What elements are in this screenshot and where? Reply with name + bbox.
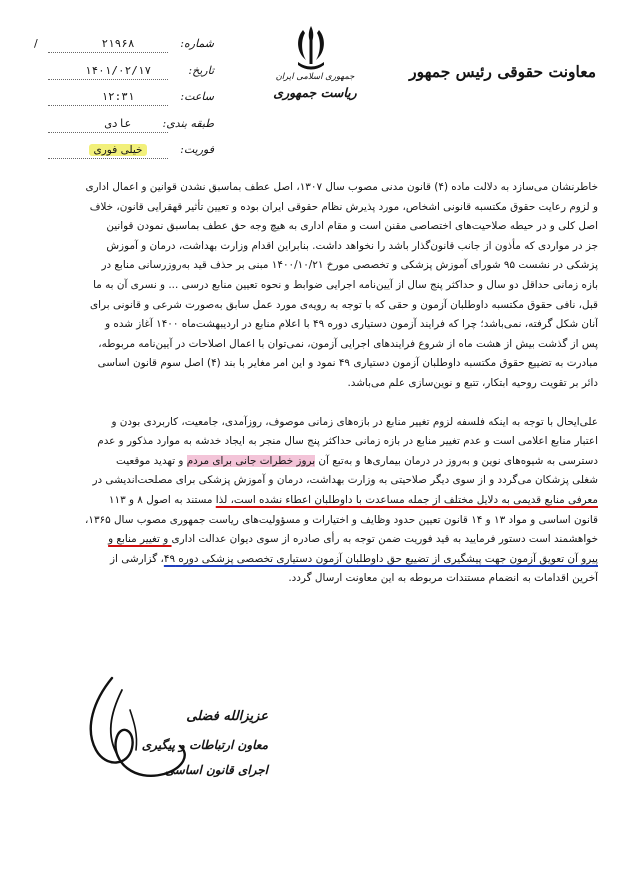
meta-date-row bbox=[34, 64, 214, 91]
body-text-segment: دسترسی به شیوه‌های نوین و به‌روز در درمان بیماری‌ها و به‌تبع آن bbox=[315, 454, 598, 467]
meta-number-row bbox=[34, 37, 214, 64]
body-line: آنان شکل گرفته، نمی‌باشد؛ چرا که فرایند آزمون دستیاری دوره ۴۹ با اعلام منابع در اردیبهشت‌ماه ۱۴۰۰ آغاز شده و bbox=[105, 318, 598, 331]
body-text-segment: خواهشمند است دستور فرمایید به قید فوریت ضمن توجه به رأی صادره از سوی دیوان عدالت اداری bbox=[171, 533, 598, 546]
signature-block bbox=[88, 702, 268, 782]
body-line bbox=[46, 452, 598, 472]
underlined-phrase: معرفی منابع قدیمی به دلایل مختلف از جمله مساعدت با داوطلبان اعطاء نشده است، لذا bbox=[215, 493, 598, 506]
underlined-phrase: و تغییر منابع و bbox=[108, 533, 172, 546]
body-line: بازه زمانی حداقل دو سال و حداکثر پنج سال از آیین‌نامه اجرایی ضوابط و نحوه تعیین منابع درسی ... و نسری آن به ما bbox=[93, 278, 598, 291]
classification-value: عادی bbox=[104, 116, 132, 130]
body-line bbox=[46, 550, 598, 570]
government-line2: ریاست جمهوری bbox=[273, 85, 357, 100]
body-text-segment: مستند به اصول ۸ و ۱۱۳ bbox=[108, 493, 216, 506]
signatory-title-line2: اجرای قانون اساسی bbox=[164, 763, 268, 777]
body-line: مبادرت به تضییع حقوق مکتسبه داوطلبان آزمون دستیاری ۴۹ نمود و این امر مغایر با بند (۴) اصل سوم قانون اساسی bbox=[97, 357, 598, 370]
meta-classification-row bbox=[34, 117, 214, 144]
paragraph-2 bbox=[46, 413, 598, 589]
underlined-phrase: پیرو آن تعویق آزمون جهت پیشگیری از تضییع حق داوطلبان آزمون دستیاری تخصصی پزشکی دوره ۴۹ bbox=[163, 552, 598, 565]
letter-body bbox=[46, 178, 598, 589]
government-line1: جمهوری اسلامی ایران bbox=[275, 72, 355, 82]
body-line: آخرین اقدامات به انضمام مستندات مربوطه به این معاونت ارسال گردد. bbox=[288, 572, 598, 585]
dotted-line bbox=[48, 105, 168, 106]
body-line: اعتبار منابع اعلامی است و عدم تغییر منابع در بازه زمانی حداکثر پنج سال منجر به ایجاد خدشه به موارد مذکور و عدم bbox=[97, 435, 598, 448]
time-label: ساعت: bbox=[180, 90, 214, 103]
body-line: خاطرنشان می‌سازد به دلالت ماده (۴) قانون مدنی مصوب سال ۱۳۰۷، اصل عطف بماسبق نشدن قوانین و اعمال اداری bbox=[85, 181, 598, 193]
body-line: دائر بر تقویت روحیه ابتکار، تتبع و نوین‌سازی علم می‌باشد. bbox=[347, 376, 598, 389]
time-value: ۱۲:۳۱ bbox=[101, 90, 135, 103]
body-line: جز در مواردی که مأذون از جانب قانون‌گذار باشد را نخواهد داشت. بنابراین اقدام وزارت بهداشت، درمان و آموزش bbox=[106, 239, 598, 252]
number-label: شماره: bbox=[180, 37, 214, 50]
body-line bbox=[46, 491, 598, 511]
date-label: تاریخ: bbox=[188, 63, 214, 77]
dotted-line bbox=[48, 158, 168, 159]
body-line: اصل کلی و در حیطه صلاحیت‌های اختصاصی مقنن است و مقام اداری به هیچ وجه حق عطف بماسبق نمودن قوانین bbox=[106, 220, 598, 233]
number-suffix: / bbox=[34, 37, 38, 50]
body-line: قانون اساسی و مواد ۱۳ و ۱۴ قانون تعیین حدود وظایف و اختیارات و مسؤولیت‌های ریاست جمهوری مصوب سال ۱۳۶۵، bbox=[85, 513, 598, 526]
body-text-segment: ، گزارشی از bbox=[110, 552, 164, 565]
body-line: قبل، نافی حقوق مکتسبه داوطلبان آزمون و حقی که با توجه به رویه‌ی مورد عمل سابق به‌صورت شرعی و قانونی برای bbox=[90, 298, 598, 311]
highlighted-phrase: بروز خطرات جانی برای مردم bbox=[186, 454, 316, 467]
dotted-line bbox=[48, 52, 168, 53]
body-line: و لزوم رعایت حقوق مکتسبه قانونی اشخاص، مورد پذیرش نظام حقوقی ایران بوده و تعیین تأثیر قهقرایی قانون، خلاف bbox=[89, 200, 598, 213]
date-value: ۱۴۰۱/۰۲/۱۷ bbox=[84, 63, 152, 77]
signatory-title-line1: معاون ارتباطات و پیگیری bbox=[141, 738, 268, 752]
meta-time-row bbox=[34, 90, 214, 117]
body-line bbox=[46, 530, 598, 550]
dotted-line bbox=[48, 132, 168, 133]
signatory-name: عزیزالله فضلی bbox=[186, 709, 268, 724]
paragraph-1 bbox=[46, 178, 598, 394]
priority-label: فوریت: bbox=[180, 143, 214, 156]
letter-meta bbox=[34, 37, 214, 170]
body-line: علی‌ایحال با توجه به اینکه فلسفه لزوم تغییر منابع در بازه‌های زمانی موصوف، روزآمدی، جامعیت، کاربردی بودن و bbox=[111, 415, 598, 428]
priority-value-wrap bbox=[68, 143, 168, 156]
body-line: پزشکی در نشست ۹۵ شورای آموزش پزشکی و تخصصی مورخ ۱۴۰۰/۱۰/۲۱ مبنی بر حذف قید به‌روزرسانی منابع در bbox=[101, 259, 598, 272]
body-line: شغلی پزشکان می‌گردد و از سوی دیگر صلاحیتی به وزارت بهداشت، درمان و آموزش پزشکی برای مصلحت‌اندیشی در bbox=[92, 474, 598, 487]
office-title: معاونت حقوقی رئیس جمهور bbox=[409, 62, 596, 81]
government-name bbox=[260, 70, 370, 102]
body-text-segment: و تهدید موقعیت bbox=[116, 454, 187, 467]
dotted-line bbox=[48, 79, 168, 80]
priority-badge: خیلی فوری bbox=[89, 144, 148, 156]
meta-priority-row bbox=[34, 143, 214, 170]
classification-label: طبقه بندی: bbox=[162, 116, 214, 130]
iran-emblem-icon bbox=[288, 22, 334, 72]
body-line: پس از گذشت بیش از هشت ماه از شروع فرایندهای اجرایی آزمون، نمی‌توان با اعمال اصلاحات در آیین‌نامه مربوطه، bbox=[98, 337, 598, 350]
number-value: ۲۱۹۶۸ bbox=[101, 37, 135, 50]
